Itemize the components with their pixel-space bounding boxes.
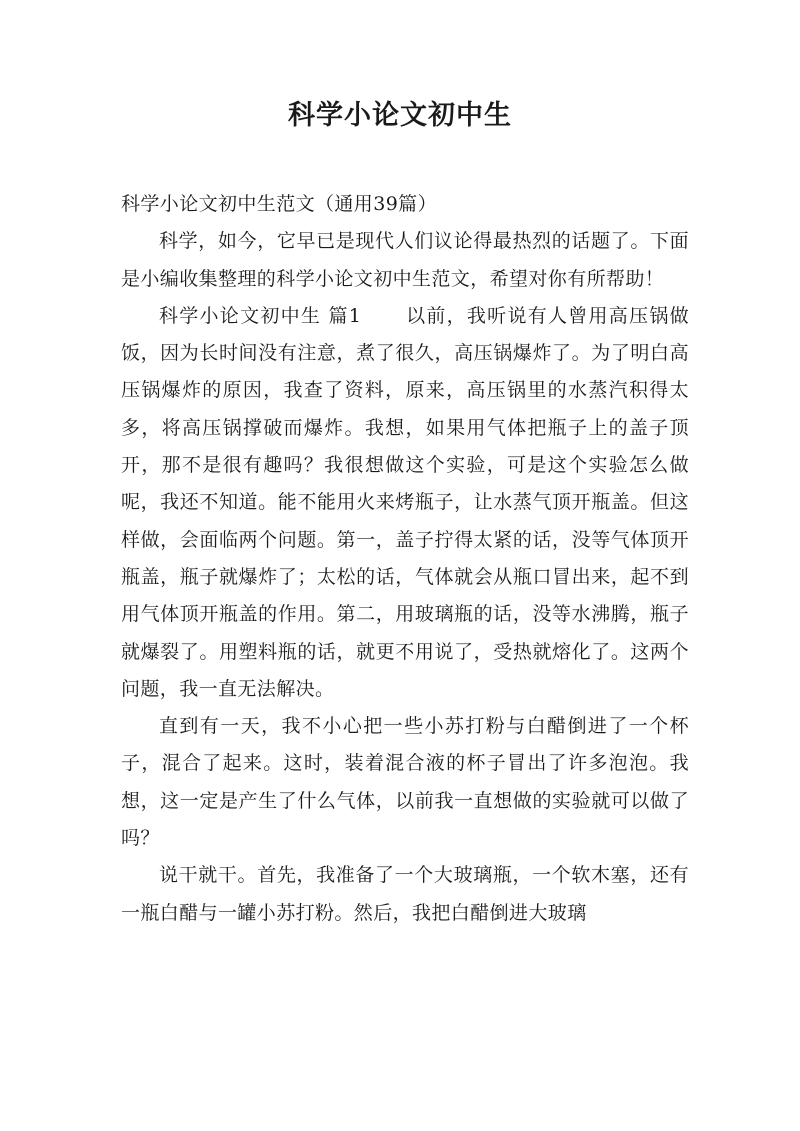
paragraph-2: 直到有一天，我不小心把一些小苏打粉与白醋倒进了一个杯子，混合了起来。这时，装着混合液的杯子冒出了许多泡泡。我想，这一定是产生了什么气体，以前我一直想做的实验就可以做了吗？ [121,715,689,850]
document-body [121,186,689,932]
document-title: 科学小论文初中生 [288,100,512,131]
intro-paragraph: 科学，如今，它早已是现代人们议论得最热烈的话题了。下面是小编收集整理的科学小论文初中生范文，希望对你有所帮助！ [121,230,689,290]
subtitle-line: 科学小论文初中生范文（通用39篇） [121,193,437,215]
section-1-paragraph [121,298,689,708]
paragraph-3: 说干就干。首先，我准备了一个大玻璃瓶，一个软木塞，还有一瓶白醋与一罐小苏打粉。然后，我把白醋倒进大玻璃 [121,864,689,924]
section-heading: 科学小论文初中生 篇1 [159,304,362,327]
paragraph-1-text: 以前，我听说有人曾用高压锅做饭，因为长时间没有注意，煮了很久，高压锅爆炸了。为了明白高压锅爆炸的原因，我查了资料，原来，高压锅里的水蒸汽积得太多，将高压锅撑破而爆炸。我想，如果用气体把瓶子上的盖子顶开，那不是很有趣吗？我很想做这个实验，可是这个实验怎么做呢，我还不知道。能不能用火来烤瓶子，让水蒸气顶开瓶盖。但这样做，会面临两个问题。第一，盖子拧得太紧的话，没等气体顶开瓶盖，瓶子就爆炸了；太松的话，气体就会从瓶口冒出来，起不到用气体顶开瓶盖的作用。第二，用玻璃瓶的话，没等水沸腾，瓶子就爆裂了。用塑料瓶的话，就更不用说了，受热就熔化了。这两个问题，我一直无法解决。 [121,304,690,700]
